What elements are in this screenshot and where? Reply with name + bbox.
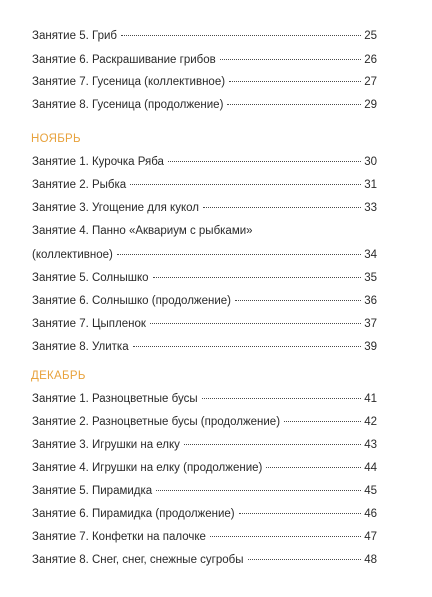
toc-entry: [32, 50, 377, 70]
entry-page: 33: [364, 202, 377, 214]
toc-entry: [32, 175, 377, 195]
entry-page: 25: [364, 30, 377, 42]
toc-entry: [32, 221, 377, 241]
dot-leader: [168, 161, 361, 162]
toc-entry: [32, 504, 377, 524]
entry-page: 43: [364, 439, 377, 451]
entry-page: 27: [364, 76, 377, 88]
dot-leader: [133, 346, 362, 347]
entry-title: Занятие 5. Солнышко: [32, 272, 149, 284]
entry-title: Занятие 3. Игрушки на елку: [32, 439, 180, 451]
entry-page: 48: [364, 554, 377, 566]
entry-title: (коллективное): [32, 249, 113, 261]
toc-entry: [32, 550, 377, 570]
dot-leader: [248, 559, 362, 560]
entry-page: 26: [364, 54, 377, 66]
entry-page: 45: [364, 485, 377, 497]
entry-title: Занятие 4. Панно «Аквариум с рыбками»: [32, 225, 253, 237]
entry-page: 46: [364, 508, 377, 520]
dot-leader: [202, 398, 362, 399]
toc-entry: [32, 389, 377, 409]
dot-leader: [153, 277, 362, 278]
entry-title: Занятие 2. Рыбка: [32, 179, 127, 191]
toc-entry: [32, 95, 377, 115]
toc-entry: [32, 268, 377, 288]
entry-title: Занятие 5. Гриб: [32, 30, 117, 42]
dot-leader: [156, 490, 361, 491]
dot-leader: [203, 207, 361, 208]
dot-leader: [121, 35, 361, 36]
entry-title: Занятие 2. Разноцветные бусы (продолжение): [32, 416, 281, 428]
dot-leader: [117, 254, 361, 255]
toc-entry: [32, 412, 377, 432]
entry-page: 35: [364, 272, 377, 284]
entry-title: Занятие 1. Курочка Ряба: [32, 156, 164, 168]
entry-page: 29: [364, 99, 377, 111]
entry-title: Занятие 4. Игрушки на елку (продолжение): [32, 462, 263, 474]
dot-leader: [229, 81, 361, 82]
dot-leader: [210, 536, 361, 537]
entry-title: Занятие 1. Разноцветные бусы: [32, 393, 198, 405]
toc-entry: [32, 291, 377, 311]
entry-page: 34: [364, 249, 377, 261]
dot-leader: [227, 104, 361, 105]
toc-entry: [32, 26, 377, 46]
entry-title: Занятие 8. Снег, снег, снежные сугробы: [32, 554, 244, 566]
entry-title: Занятие 6. Солнышко (продолжение): [32, 295, 231, 307]
toc-entry: [32, 198, 377, 218]
toc-entry: [32, 337, 377, 357]
toc-entry: [32, 245, 377, 265]
dot-leader: [184, 444, 361, 445]
entry-title: Занятие 6. Пирамидка (продолжение): [32, 508, 235, 520]
entry-title: Занятие 7. Гусеница (коллективное): [32, 76, 226, 88]
dot-leader: [239, 513, 362, 514]
entry-title: Занятие 8. Гусеница (продолжение): [32, 99, 224, 111]
entry-page: 47: [364, 531, 377, 543]
entry-page: 31: [364, 179, 377, 191]
entry-title: Занятие 5. Пирамидка: [32, 485, 153, 497]
entry-title: Занятие 8. Улитка: [32, 341, 129, 353]
toc-entry: [32, 152, 377, 172]
toc-entry: [32, 481, 377, 501]
dot-leader: [284, 421, 361, 422]
entry-title: Занятие 7. Цыпленок: [32, 318, 146, 330]
dot-leader: [266, 467, 361, 468]
toc-entry: [32, 314, 377, 334]
toc-entry: [32, 435, 377, 455]
dot-leader: [220, 59, 361, 60]
toc-entry: [32, 72, 377, 92]
dot-leader: [235, 300, 361, 301]
entry-page: 39: [364, 341, 377, 353]
entry-page: 44: [364, 462, 377, 474]
entry-title: Занятие 7. Конфетки на палочке: [32, 531, 206, 543]
entry-page: 30: [364, 156, 377, 168]
entry-page: 41: [364, 393, 377, 405]
entry-page: 36: [364, 295, 377, 307]
entry-page: 42: [364, 416, 377, 428]
entry-title: Занятие 3. Угощение для кукол: [32, 202, 199, 214]
dot-leader: [130, 184, 361, 185]
section-heading-november: НОЯБРЬ: [31, 133, 81, 145]
section-heading-december: ДЕКАБРЬ: [31, 370, 86, 382]
entry-page: 37: [364, 318, 377, 330]
toc-entry: [32, 458, 377, 478]
entry-title: Занятие 6. Раскрашивание грибов: [32, 54, 216, 66]
dot-leader: [150, 323, 361, 324]
toc-entry: [32, 527, 377, 547]
